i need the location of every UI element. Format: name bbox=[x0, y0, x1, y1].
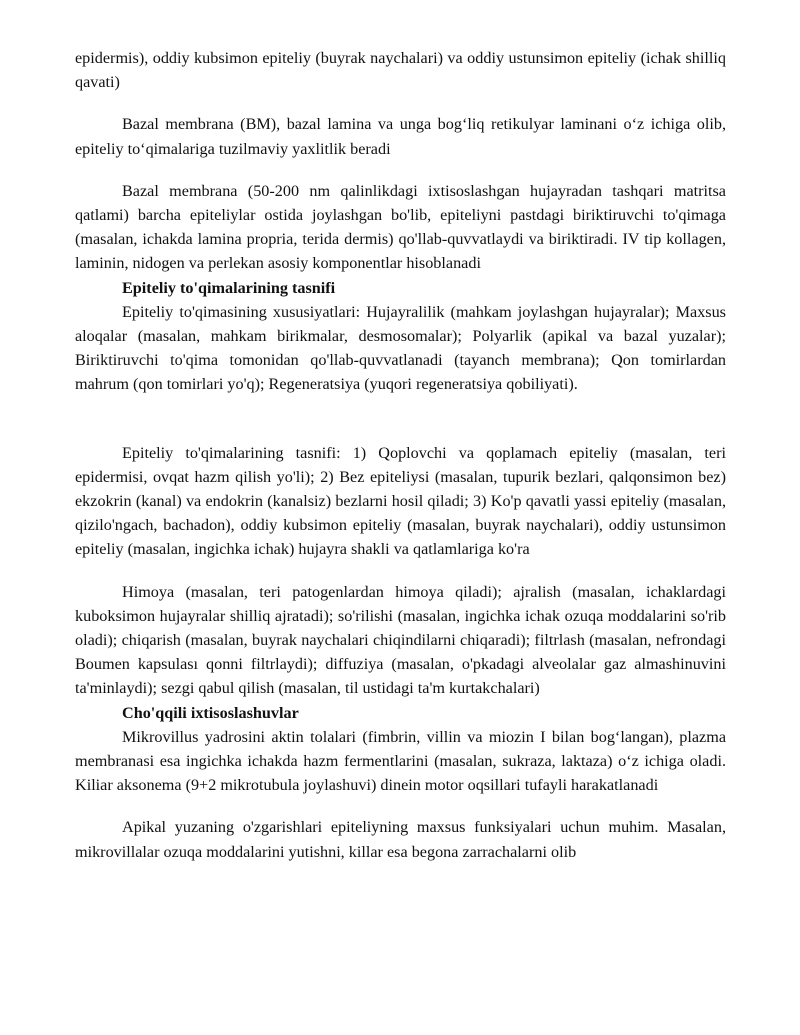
heading-epithelium-classification: Epiteliy to'qimalarining tasnifi bbox=[122, 278, 336, 297]
paragraph-basement-membrane-intro: Bazal membrana (BM), bazal lamina va unga bog‘liq retikulyar laminani o‘z ichiga olib, epiteliy to‘qimalariga tuzilmaviy yaxlitlik beradi bbox=[75, 115, 726, 158]
paragraph-epithelium-examples: epidermis), oddiy kubsimon epiteliy (buyrak naychalari) va oddiy ustunsimon epiteliy (ichak shilliq qavati) bbox=[75, 49, 726, 92]
paragraph-epithelium-classification: Epiteliy to'qimalarining tasnifi: 1) Qoplovchi va qoplamach epiteliy (masalan, teri epidermisi, ovqat hazm qilish yo'li); 2) Bez epiteliysi (masalan, tupurik bezlari, qalqonsimon bez) ekzokrin (kanal) va endokrin (kanalsiz) bezlarni hosil qiladi; 3) Ko'p qavatli yassi epiteliy (masalan, qizilo'ngach, bachadon), oddiy kubsimon epiteliy (masalan, buyrak naychalari), oddiy ustunsimon epiteliy (masalan, ingichka ichak) hujayra shakli va qatlamlariga ko'ra bbox=[75, 443, 726, 559]
document-page bbox=[75, 46, 726, 864]
paragraph-basement-membrane-detail: Bazal membrana (50-200 nm qalinlikdagi ixtisoslashgan hujayradan tashqari matritsa qatlami) barcha epiteliylar ostida joylashgan bo'lib, epiteliyni pastdagi biriktiruvchi to'qimaga (masalan, ichakda lamina propria, terida dermis) qo'llab-quvvatlaydi va biriktiradi. IV tip kollagen, laminin, nidogen va perlekan asosiy komponentlar hisoblanadi bbox=[75, 181, 726, 273]
paragraph-microvilli-cilia: Mikrovillus yadrosini aktin tolalari (fimbrin, villin va miozin I bilan bog‘langan), plazma membranasi esa ingichka ichakda hazm fermentlarini (masalan, sukraza, laktaza) o‘z ichiga oladi. Kiliar aksonema (9+2 mikrotubula joylashuvi) dinein motor oqsillari tufayli harakatlanadi bbox=[75, 727, 726, 795]
heading-apical-specializations: Cho'qqili ixtisoslashuvlar bbox=[122, 703, 299, 722]
paragraph-epithelium-functions: Himoya (masalan, teri patogenlardan himoya qiladi); ajralish (masalan, ichaklardagi kuboksimon hujayralar shilliq ajratadi); so'rilishi (masalan, ingichka ichak ozuqa moddalarini so'rib oladi); chiqarish (masalan, buyrak naychalari chiqindilarni chiqaradi); filtrlash (masalan, nefrondagi Boumen kapsulası qonni filtrlaydi); diffuziya (masalan, o'pkadagi alveolalar gaz almashinuvini ta'minlaydi); sezgi qabul qilish (masalan, til ustidagi ta'm kurtakchalari) bbox=[75, 582, 726, 698]
paragraph-apical-modifications: Apikal yuzaning o'zgarishlari epiteliyning maxsus funksiyalari uchun muhim. Masalan, mikrovillalar ozuqa moddalarini yutishni, killar esa begona zarrachalarni olib bbox=[75, 818, 726, 861]
paragraph-epithelium-properties: Epiteliy to'qimasining xususiyatlari: Hujayralilik (mahkam joylashgan hujayralar); Maxsus aloqalar (masalan, mahkam birikmalar, desmosomalar); Polyarlik (apikal va bazal yuzalar); Biriktiruvchi to'qima tomonidan qo'llab-quvvatlanadi (tayanch membrana); Qon tomirlardan mahrum (qon tomirlari yo'q); Regeneratsiya (yuqori regeneratsiya qobiliyati). bbox=[75, 302, 726, 394]
